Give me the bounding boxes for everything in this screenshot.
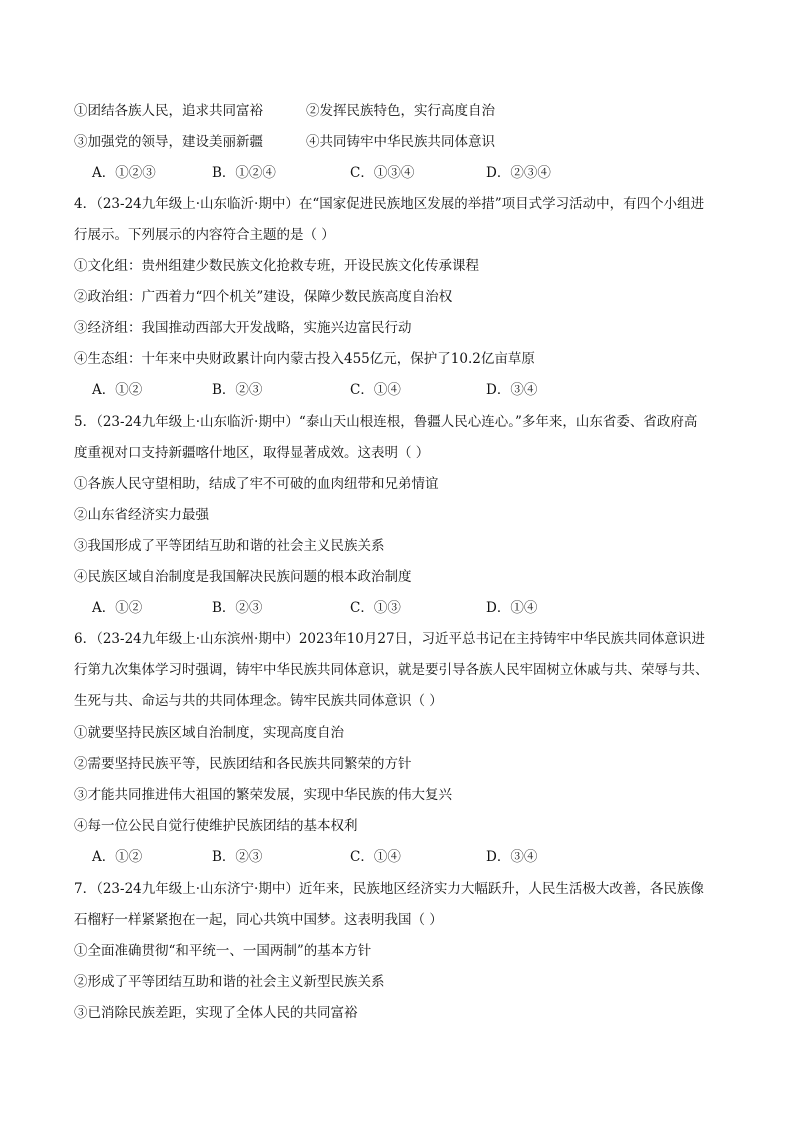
q6-option-4: ④每一位公民自觉行使维护民族团结的基本权利	[74, 818, 358, 834]
q5-choice-c: C．①③	[350, 600, 401, 616]
q3-option-4: ④共同铸牢中华民族共同体意识	[306, 134, 495, 150]
q3-choices	[92, 163, 692, 183]
q5-choices	[92, 598, 692, 618]
q4-choices	[92, 380, 692, 400]
q4-choice-c: C．①④	[350, 382, 401, 398]
q7-option-3: ③已消除民族差距，实现了全体人民的共同富裕	[74, 1005, 358, 1021]
q6-choice-d: D．③④	[486, 849, 538, 865]
q3-option-2: ②发挥民族特色，实行高度自治	[306, 103, 495, 119]
q3-options-row-1	[74, 101, 734, 121]
q4-option-3: ③经济组：我国推动西部大开发战略，实施兴边富民行动	[74, 320, 412, 336]
q4-stem-line-2: 行展示。下列展示的内容符合主题的是（ ）	[74, 227, 335, 243]
q6-option-2: ②需要坚持民族平等，民族团结和各民族共同繁荣的方针	[74, 756, 412, 772]
q4-option-1: ①文化组：贵州组建少数民族文化抢救专班，开设民族文化传承课程	[74, 258, 479, 274]
q3-option-3: ③加强党的领导，建设美丽新疆	[74, 134, 263, 150]
q3-choice-d: D．②③④	[486, 165, 551, 181]
q6-stem-line-1: 6．（23-24九年级上·山东滨州·期中）2023年10月27日，习近平总书记在主持铸牢中华民族共同体意识进	[74, 631, 706, 647]
q6-choices	[92, 847, 692, 867]
q4-option-4: ④生态组：十年来中央财政累计向内蒙古投入455亿元，保护了10.2亿亩草原	[74, 351, 535, 367]
q5-option-4: ④民族区域自治制度是我国解决民族问题的根本政治制度	[74, 569, 412, 585]
q3-choice-b: B．①②④	[212, 165, 276, 181]
q5-option-1: ①各族人民守望相助，结成了牢不可破的血肉纽带和兄弟情谊	[74, 476, 439, 492]
q6-choice-c: C．①④	[350, 849, 401, 865]
q6-option-1: ①就要坚持民族区域自治制度，实现高度自治	[74, 725, 344, 741]
q6-choice-a: A．①②	[92, 849, 143, 865]
q6-choice-b: B．②③	[212, 849, 263, 865]
q4-choice-b: B．②③	[212, 382, 263, 398]
q5-option-2: ②山东省经济实力最强	[74, 507, 209, 523]
q6-option-3: ③才能共同推进伟大祖国的繁荣发展，实现中华民族的伟大复兴	[74, 787, 452, 803]
q3-option-1: ①团结各族人民，追求共同富裕	[74, 103, 263, 119]
q5-option-3: ③我国形成了平等团结互助和谐的社会主义民族关系	[74, 538, 385, 554]
q4-choice-a: A．①②	[92, 382, 143, 398]
q3-choice-a: A．①②③	[92, 165, 156, 181]
q3-choice-c: C．①③④	[350, 165, 415, 181]
q4-option-2: ②政治组：广西着力“四个机关”建设，保障少数民族高度自治权	[74, 289, 453, 305]
q7-stem-line-2: 石榴籽一样紧紧抱在一起，同心共筑中国梦。这表明我国（ ）	[74, 912, 443, 928]
q7-option-1: ①全面准确贯彻“和平统一、一国两制”的基本方针	[74, 943, 372, 959]
q5-choice-d: D．①④	[486, 600, 538, 616]
q5-stem-line-2: 度重视对口支持新疆喀什地区，取得显著成效。这表明（ ）	[74, 445, 430, 461]
q5-choice-a: A．①②	[92, 600, 143, 616]
q4-stem-line-1: 4．（23-24九年级上·山东临沂·期中）在“国家促进民族地区发展的举措”项目式学习活动中，有四个小组进	[74, 196, 705, 212]
q6-stem-line-2: 行第九次集体学习时强调，铸牢中华民族共同体意识，就是要引导各族人民牢固树立休戚与共、荣辱与共、	[74, 662, 709, 678]
q4-choice-d: D．③④	[486, 382, 538, 398]
q5-choice-b: B．②③	[212, 600, 263, 616]
q3-options-row-2	[74, 132, 734, 152]
q5-stem-line-1: 5．（23-24九年级上·山东临沂·期中）“泰山天山根连根，鲁疆人民心连心。”多年来，山东省委、省政府高	[74, 414, 698, 430]
q7-option-2: ②形成了平等团结互助和谐的社会主义新型民族关系	[74, 974, 385, 990]
q6-stem-line-3: 生死与共、命运与共的共同体理念。铸牢民族共同体意识（ ）	[74, 693, 443, 709]
q7-stem-line-1: 7．（23-24九年级上·山东济宁·期中）近年来，民族地区经济实力大幅跃升，人民生活极大改善，各民族像	[74, 881, 704, 897]
